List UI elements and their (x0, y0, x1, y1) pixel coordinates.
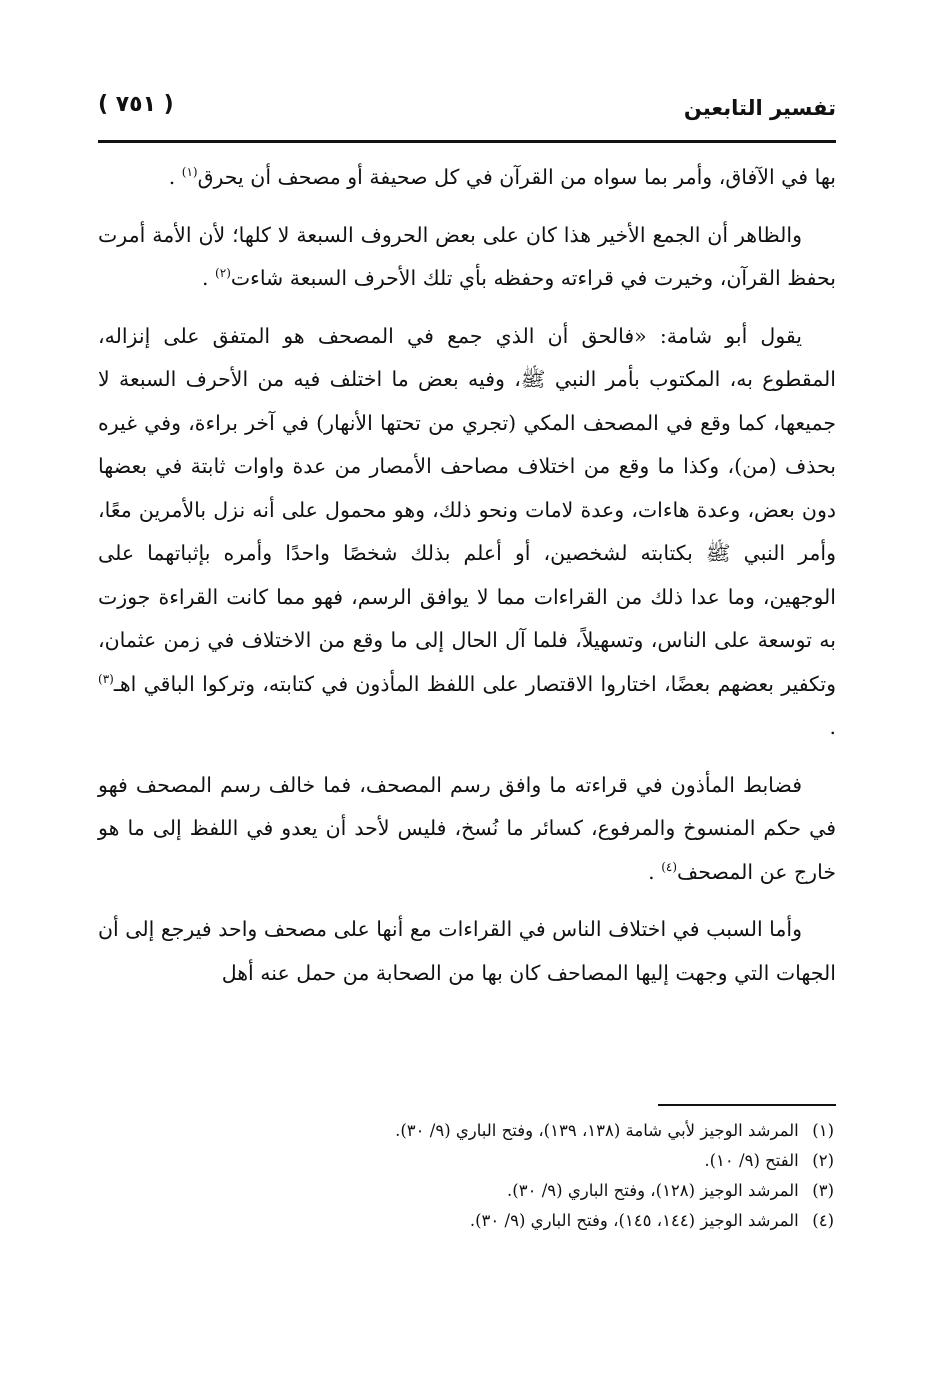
paragraph-text: وأما السبب في اختلاف الناس في القراءات مع أنها على مصحف واحد فيرجع إلى أن الجهات التي وجهت إليها المصاحف كان بها من الصحابة من حمل عنه أهل (98, 917, 836, 985)
footnote (98, 1176, 834, 1206)
main-text (98, 156, 836, 1009)
footnotes (98, 1116, 834, 1236)
footnote-text: المرشد الوجيز لأبي شامة (١٣٨، ١٣٩)، وفتح الباري (٩/ ٣٠). (395, 1121, 799, 1140)
footnote (98, 1146, 834, 1176)
footnote-reference: (٤) (661, 859, 678, 874)
paragraph-text: يقول أبو شامة: «فالحق أن الذي جمع في المصحف هو المتفق على إنزاله، المقطوع به، المكتوب بأمر النبي ﷺ، وفيه بعض ما اختلف فيه من الأحرف السبعة لا جميعها، كما وقع في المصحف المكي (تجري من تحتها الأنهار) في آخر براءة، وفي غيره بحذف (من)، وكذا ما وقع من اختلاف مصاحف الأمصار من عدة واوات ثابتة في بعضها دون بعض، وعدة هاءات، وعدة لامات ونحو ذلك، وهو محمول على أنه نزل بالأمرين معًا، وأمر النبي ﷺ بكتابته لشخصين، أو أعلم بذلك شخصًا واحدًا وأمره بإثباتهما على الوجهين، وما عدا ذلك من القراءات مما لا يوافق الرسم، فهو مما كانت القراءة جوزت به توسعة على الناس، وتسهيلاً، فلما آل الحال إلى ما وقع من الاختلاف في زمن عثمان، وتكفير بعضهم بعضًا، اختاروا الاقتصار على اللفظ المأذون في كتابته، وتركوا الباقي اهـ (98, 323, 836, 696)
paragraph-tail: . (648, 859, 662, 884)
footnote-text: المرشد الوجيز (١٤٤، ١٤٥)، وفتح الباري (٩/ ٣٠). (469, 1211, 799, 1230)
footnote (98, 1206, 834, 1236)
paragraph (98, 315, 836, 750)
paragraph (98, 764, 836, 895)
footnote-text: المرشد الوجيز (١٢٨)، وفتح الباري (٩/ ٣٠). (507, 1181, 799, 1200)
page-header (98, 92, 836, 132)
paragraph (98, 214, 836, 301)
footnote-reference: (١) (181, 165, 198, 180)
footnote-number: (٢) (812, 1151, 834, 1170)
footnote-reference: (٣) (98, 671, 114, 686)
running-title: تفسير التابعين (683, 96, 836, 120)
paragraph-text: بها في الآفاق، وأمر بما سواه من القرآن في كل صحيفة أو مصحف أن يحرق (197, 165, 836, 189)
page-number: ( ٧٥١ ) (98, 92, 174, 117)
paragraph (98, 156, 836, 200)
footnote (98, 1116, 834, 1146)
paragraph-text: فضابط المأذون في قراءته ما وافق رسم المصحف، فما خالف رسم المصحف فهو في حكم المنسوخ والمرفوع، كسائر ما نُسخ، فليس لأحد أن يعدو في اللفظ إلى ما هو خارج عن المصحف (98, 772, 836, 884)
paragraph-tail: . (202, 266, 216, 290)
paragraph-tail: . (829, 715, 836, 739)
paragraph-tail: . (168, 165, 182, 189)
footnote-number: (٣) (812, 1181, 834, 1200)
footnote-number: (١) (812, 1121, 834, 1140)
paragraph-text: والظاهر أن الجمع الأخير هذا كان على بعض الحروف السبعة لا كلها؛ لأن الأمة أمرت بحفظ القرآن، وخيرت في قراءته وحفظه بأي تلك الأحرف السبعة شاءت (98, 222, 836, 290)
paragraph (98, 908, 836, 995)
header-rule (98, 140, 836, 143)
footnote-separator (658, 1104, 836, 1106)
footnote-number: (٤) (812, 1211, 834, 1230)
footnote-text: الفتح (٩/ ١٠). (704, 1151, 799, 1170)
footnote-reference: (٢) (215, 266, 231, 281)
